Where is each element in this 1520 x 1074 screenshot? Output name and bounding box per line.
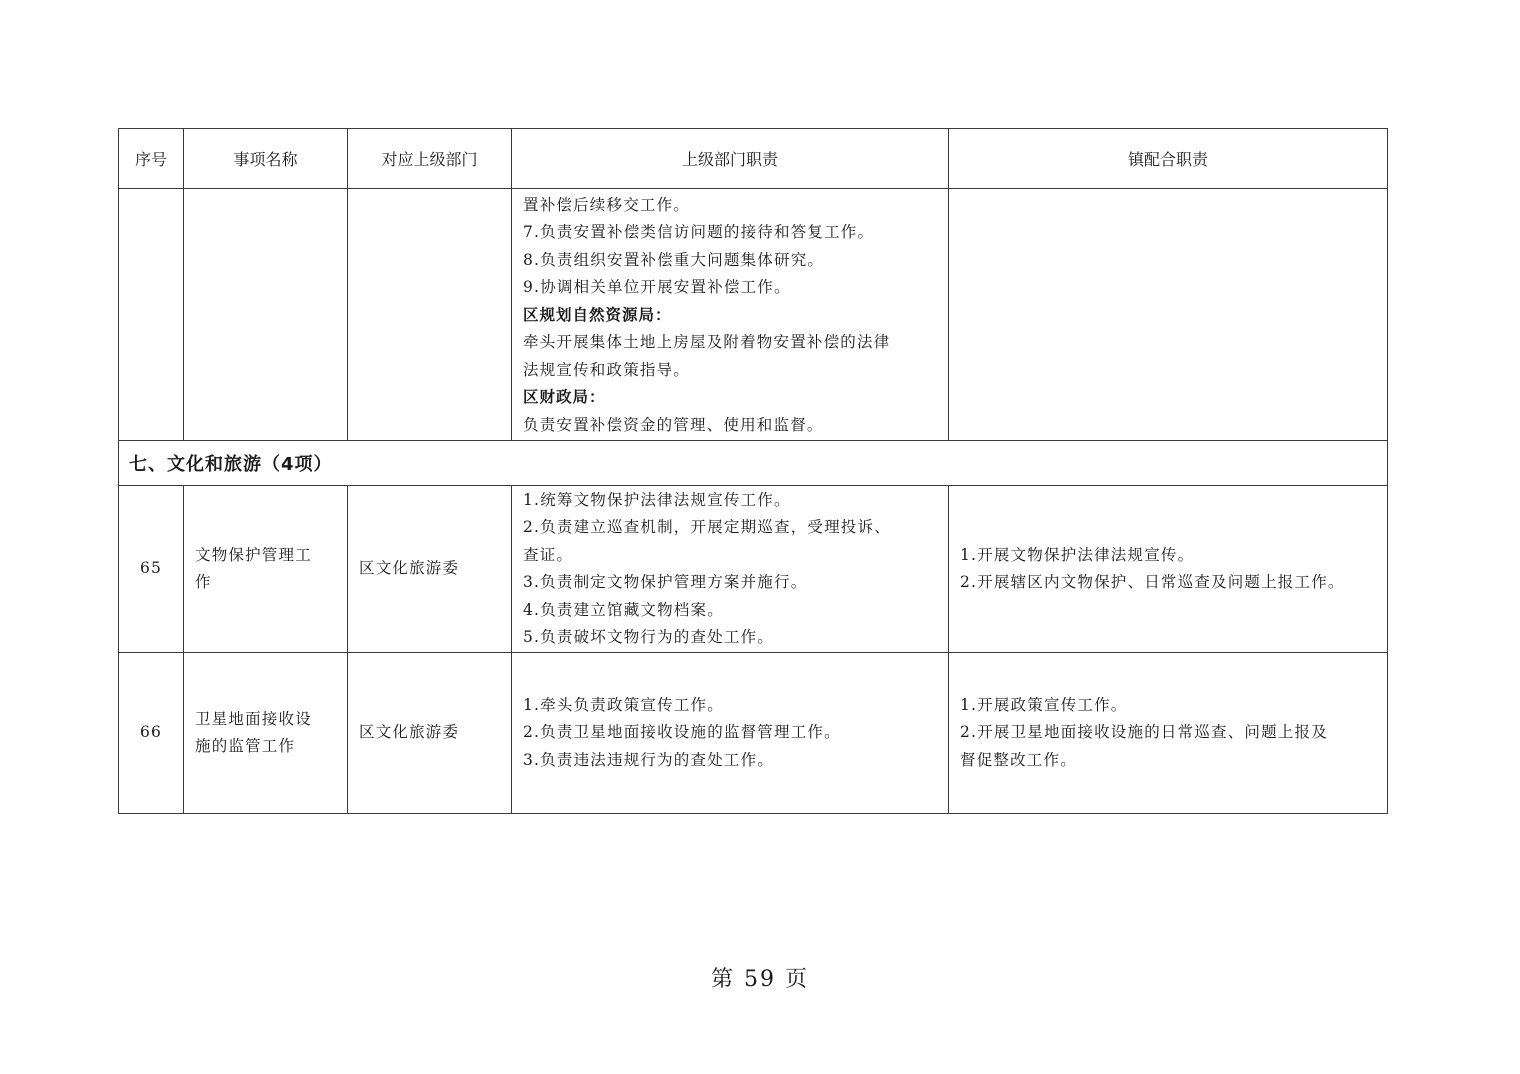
row-department-duties	[512, 653, 949, 814]
duty-line: 法规宣传和政策指导。	[523, 360, 691, 379]
table-header-row	[119, 129, 1388, 189]
row-department: 区文化旅游委	[348, 486, 512, 653]
duty-line: 2.负责建立巡查机制，开展定期巡查，受理投诉、	[523, 518, 891, 536]
row-number: 65	[119, 486, 184, 653]
item-name-line: 卫星地面接收设	[195, 709, 312, 728]
row-item-name	[184, 486, 348, 653]
row-department-duties	[512, 486, 949, 653]
responsibility-table	[118, 128, 1388, 814]
duty-line: 查证。	[523, 545, 574, 564]
duty-line: 1.牵头负责政策宣传工作。	[523, 695, 724, 714]
town-duty-line: 2.开展卫星地面接收设施的日常巡查、问题上报及	[960, 723, 1328, 742]
item-name-line: 作	[195, 573, 212, 591]
department-subheading: 区规划自然资源局：	[523, 305, 672, 324]
town-duty-line: 1.开展文物保护法律法规宣传。	[960, 545, 1195, 564]
page-number: 第 59 页	[711, 967, 809, 992]
duty-line: 9.协调相关单位开展安置补偿工作。	[523, 278, 791, 297]
table-row-continuation	[119, 189, 1388, 441]
row-town-duties	[949, 189, 1388, 441]
town-duty-line: 督促整改工作。	[960, 750, 1077, 769]
duty-line: 牵头开展集体土地上房屋及附着物安置补偿的法律	[523, 333, 891, 352]
town-duty-line: 2.开展辖区内文物保护、日常巡查及问题上报工作。	[960, 573, 1345, 591]
row-department	[348, 189, 512, 441]
duty-line: 负责安置补偿资金的管理、使用和监督。	[523, 415, 824, 434]
row-town-duties	[949, 653, 1388, 814]
duty-line: 3.负责制定文物保护管理方案并施行。	[523, 573, 808, 591]
section-title: 七、文化和旅游（4项）	[119, 441, 1388, 486]
duty-line: 7.负责安置补偿类信访问题的接待和答复工作。	[523, 223, 875, 242]
header-department: 对应上级部门	[348, 129, 512, 189]
department-subheading: 区财政局：	[523, 388, 606, 407]
row-department-duties	[512, 189, 949, 441]
section-row	[119, 441, 1388, 486]
header-number: 序号	[119, 129, 184, 189]
row-item-name	[184, 189, 348, 441]
item-name-line: 文物保护管理工	[195, 545, 312, 564]
table-row	[119, 486, 1388, 653]
header-item-name: 事项名称	[184, 129, 348, 189]
town-duty-line: 1.开展政策宣传工作。	[960, 695, 1128, 714]
duty-line: 置补偿后续移交工作。	[523, 195, 691, 214]
duty-line: 4.负责建立馆藏文物档案。	[523, 600, 724, 619]
duty-line: 8.负责组织安置补偿重大问题集体研究。	[523, 250, 825, 269]
header-department-duties: 上级部门职责	[512, 129, 949, 189]
duty-line: 1.统筹文物保护法律法规宣传工作。	[523, 490, 791, 509]
duty-line: 2.负责卫星地面接收设施的监督管理工作。	[523, 723, 841, 742]
item-name-line: 施的监管工作	[195, 737, 296, 755]
table-row	[119, 653, 1388, 814]
row-number: 66	[119, 653, 184, 814]
duty-line: 3.负责违法违规行为的查处工作。	[523, 750, 774, 769]
duty-line: 5.负责破坏文物行为的查处工作。	[523, 628, 774, 646]
row-number	[119, 189, 184, 441]
row-department: 区文化旅游委	[348, 653, 512, 814]
header-town-duties: 镇配合职责	[949, 129, 1388, 189]
row-town-duties	[949, 486, 1388, 653]
row-item-name	[184, 653, 348, 814]
